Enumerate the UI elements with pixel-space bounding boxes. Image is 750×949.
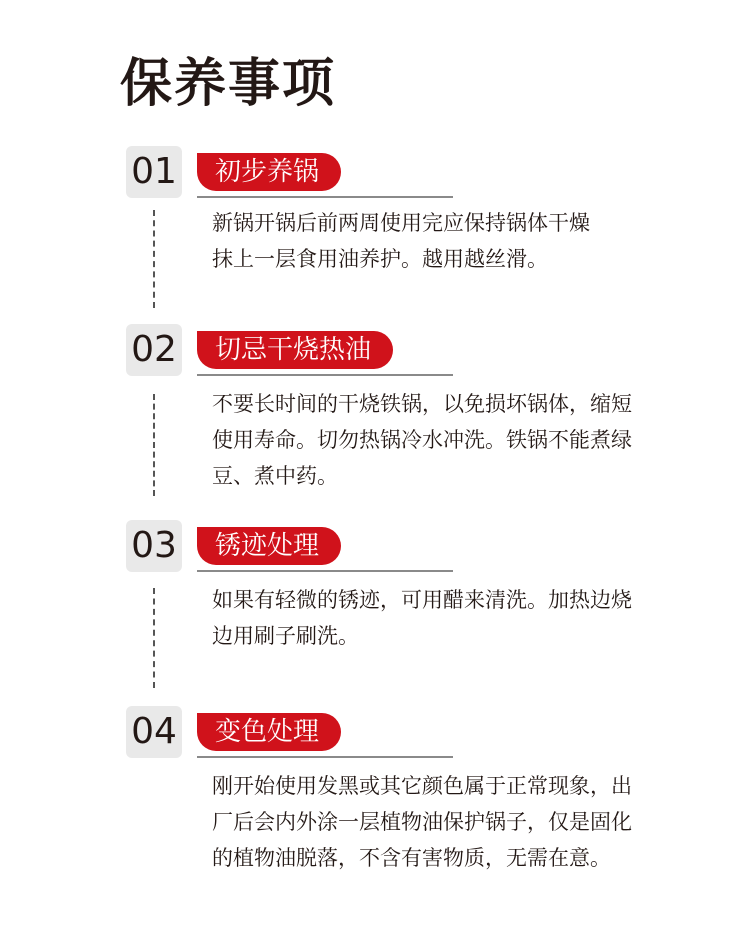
section-body-line: 抹上一层食用油养护。越用越丝滑。: [212, 247, 548, 271]
section-heading-badge: 初步养锅: [197, 153, 341, 191]
section-body-line: 刚开始使用发黑或其它颜色属于正常现象，出: [212, 774, 632, 798]
section-body-line: 边用刷子刷洗。: [212, 624, 359, 648]
dashed-connector: [153, 588, 155, 688]
section-body: [212, 768, 668, 876]
section-body-line: 豆、煮中药。: [212, 464, 338, 488]
dashed-connector: [153, 210, 155, 308]
page-title: 保养事项: [120, 54, 337, 114]
section-number: 01: [126, 146, 182, 198]
dashed-connector: [153, 394, 155, 496]
section-body-line: 厂后会内外涂一层植物油保护锅子，仅是固化: [212, 810, 632, 834]
heading-underline: [197, 374, 453, 376]
heading-underline: [197, 196, 453, 198]
section-body-line: 如果有轻微的锈迹，可用醋来清洗。加热边烧: [212, 588, 632, 612]
section-body-line: 新锅开锅后前两周使用完应保持锅体干燥: [212, 211, 590, 235]
heading-underline: [197, 756, 453, 758]
heading-underline: [197, 570, 453, 572]
section-body: [212, 582, 668, 654]
section-heading-badge: 变色处理: [197, 713, 341, 751]
section-number: 04: [126, 706, 182, 758]
section-heading-badge: 切忌干烧热油: [197, 331, 393, 369]
section-number: 02: [126, 324, 182, 376]
section-body-line: 不要长时间的干烧铁锅，以免损坏锅体，缩短: [212, 392, 632, 416]
section-body-line: 使用寿命。切勿热锅冷水冲洗。铁锅不能煮绿: [212, 428, 632, 452]
section-body: [212, 386, 668, 494]
section-number: 03: [126, 520, 182, 572]
section-body: [212, 205, 668, 277]
section-heading-badge: 锈迹处理: [197, 527, 341, 565]
section-body-line: 的植物油脱落，不含有害物质，无需在意。: [212, 846, 611, 870]
